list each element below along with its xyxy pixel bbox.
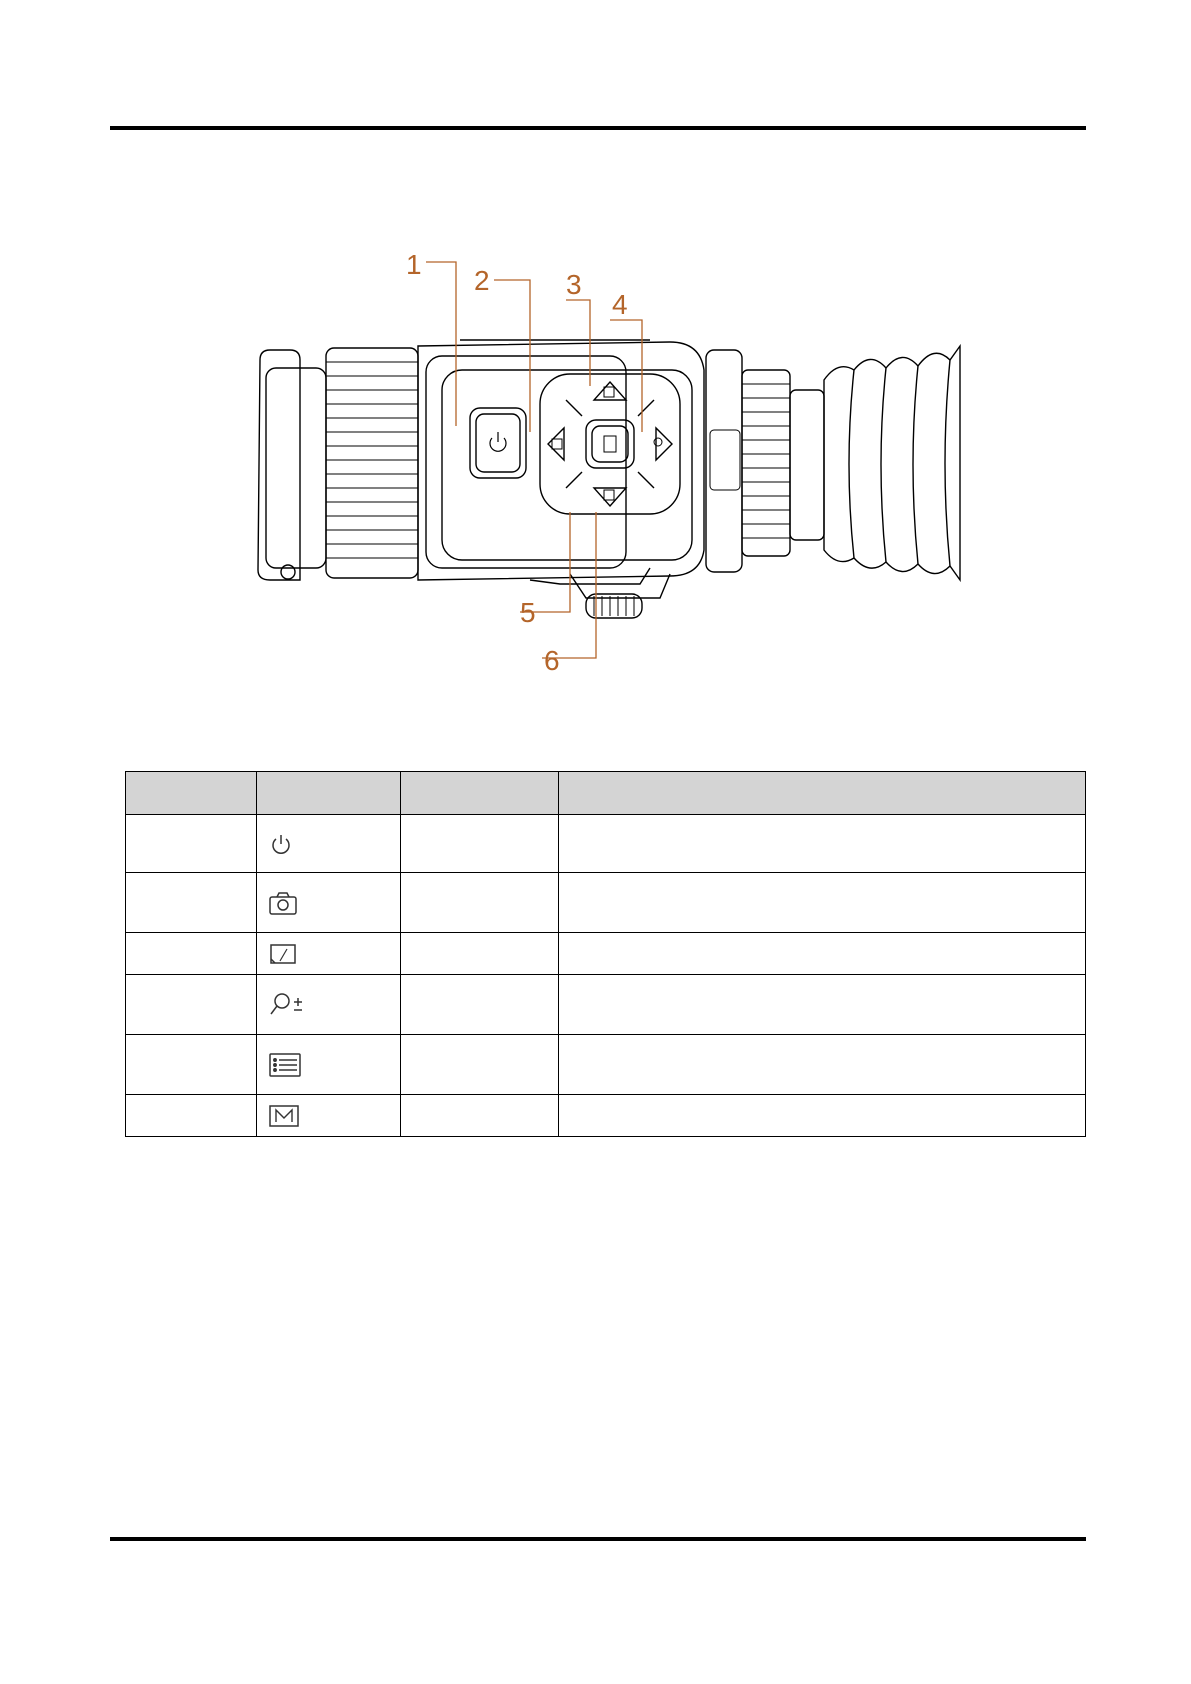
callout-2: 2 bbox=[474, 265, 490, 296]
mode-icon bbox=[267, 1103, 390, 1129]
footer-rule bbox=[110, 1537, 1086, 1541]
row-name bbox=[401, 1095, 559, 1137]
row-icon bbox=[257, 815, 401, 873]
row-name bbox=[401, 975, 559, 1035]
power-icon bbox=[267, 830, 390, 858]
row-function bbox=[559, 1035, 1086, 1095]
row-function bbox=[559, 1095, 1086, 1137]
row-no bbox=[126, 975, 257, 1035]
row-icon bbox=[257, 933, 401, 975]
objective-lens-cap bbox=[258, 350, 326, 580]
row-icon bbox=[257, 873, 401, 933]
dpad bbox=[540, 374, 680, 514]
row-function bbox=[559, 873, 1086, 933]
row-name bbox=[401, 933, 559, 975]
table-row bbox=[126, 933, 1086, 975]
row-no bbox=[126, 933, 257, 975]
table-row bbox=[126, 873, 1086, 933]
recording-icon bbox=[267, 941, 390, 967]
callout-1: 1 bbox=[406, 250, 422, 280]
header-name bbox=[401, 772, 559, 815]
row-icon bbox=[257, 1095, 401, 1137]
row-no bbox=[126, 1035, 257, 1095]
callout-6: 6 bbox=[544, 645, 560, 676]
header-rule bbox=[110, 126, 1086, 130]
eyecup bbox=[824, 346, 960, 580]
table-row bbox=[126, 975, 1086, 1035]
header-no bbox=[126, 772, 257, 815]
device-figure bbox=[230, 250, 970, 690]
row-function bbox=[559, 815, 1086, 873]
table-header-row bbox=[126, 772, 1086, 815]
table-row bbox=[126, 1035, 1086, 1095]
row-no bbox=[126, 873, 257, 933]
row-function bbox=[559, 933, 1086, 975]
bottom-wheel bbox=[570, 574, 670, 618]
table-row bbox=[126, 1095, 1086, 1137]
row-no bbox=[126, 815, 257, 873]
eyepiece-rings bbox=[706, 350, 824, 572]
row-icon bbox=[257, 975, 401, 1035]
row-no bbox=[126, 1095, 257, 1137]
zoom-icon bbox=[267, 990, 390, 1020]
menu-icon bbox=[267, 1051, 390, 1079]
table-row bbox=[126, 815, 1086, 873]
callout-5: 5 bbox=[520, 597, 536, 628]
power-button bbox=[470, 408, 526, 478]
focus-ring bbox=[326, 348, 418, 578]
row-name bbox=[401, 873, 559, 933]
camera-icon bbox=[267, 889, 390, 917]
row-function bbox=[559, 975, 1086, 1035]
header-function bbox=[559, 772, 1086, 815]
row-name bbox=[401, 815, 559, 873]
row-icon bbox=[257, 1035, 401, 1095]
button-description-table bbox=[125, 771, 1086, 1137]
row-name bbox=[401, 1035, 559, 1095]
callout-4: 4 bbox=[612, 289, 628, 320]
callout-3: 3 bbox=[566, 269, 582, 300]
header-icon bbox=[257, 772, 401, 815]
